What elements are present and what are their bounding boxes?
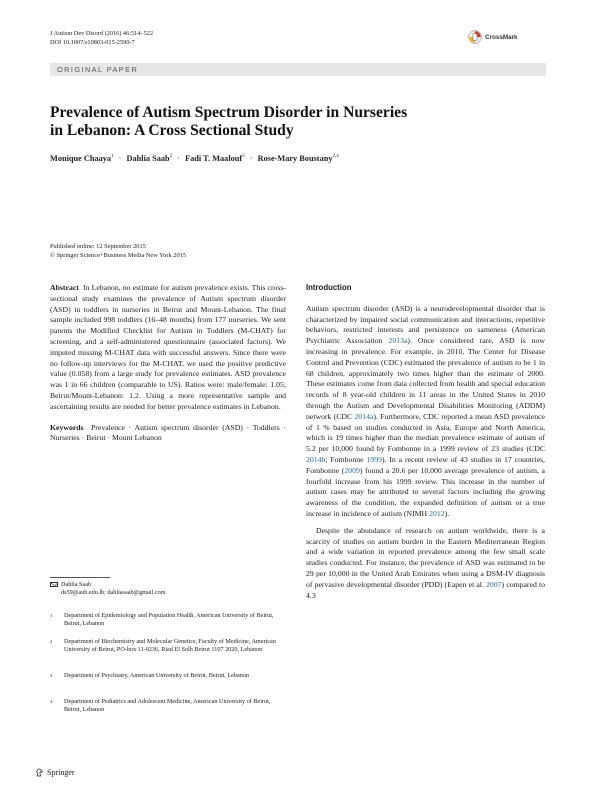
author-affil-ref: 3: [242, 154, 245, 160]
envelope-icon: [50, 582, 58, 588]
author-separator: ·: [249, 154, 253, 163]
article-type-band: [50, 63, 546, 76]
citation-link[interactable]: 2009: [344, 465, 360, 475]
crossmark-label: CrossMark: [485, 33, 518, 41]
left-column: [50, 283, 286, 444]
crossmark-badge[interactable]: [468, 28, 548, 46]
citation-link[interactable]: 2013a: [388, 336, 408, 346]
affiliation-2: [50, 638, 286, 654]
author-list: [50, 154, 550, 163]
author-affil-ref: 2: [169, 154, 173, 160]
affiliation-text: Department of Biochemistry and Molecular Genetics, Faculty of Medicine, American University of Beirut, PO-box 11-0236, Riad El Solh Beirut 1107 2020, Lebanon: [64, 638, 276, 654]
author-affil-ref: 2,4: [332, 154, 339, 160]
correspondent-name: Dahlia Saab: [61, 581, 92, 588]
copyright-line: © Springer Science+Business Media New York 2015: [50, 252, 187, 259]
publisher-footer: [35, 768, 75, 777]
affiliation-3: [50, 672, 286, 680]
abstract-label: Abstract: [50, 283, 79, 292]
abstract-text: In Lebanon, no estimate for autism prevalence exists. This cross-sectional study examines the prevalence of Autism spectrum disorder (ASD) in toddlers in nurseries in Beirut and Mount-Lebanon. The final sample included 998 toddlers (16–48 months) from 177 nurseries. We sent parents the Modified Checklist for Autism in Toddlers (M-CHAT) for screening, and a self-administered questionnaire (associated factors). We imputed missing M-CHAT data with successful answers. Since there were no follow-up interviews for the M-CHAT, we used the positive predictive value (0.058) from a large study for prevalence estimates. ASD prevalence was 1 in 66 children (comparable to US). Ratios were: male/female: 1.05; Beirut/Mount-Lebanon: 1.2. Using a more representative sample and ascertaining results are needed for better prevalence estimates in Lebanon.: [50, 283, 287, 411]
citation-link[interactable]: 2014a: [354, 411, 374, 421]
keywords-label: Keywords: [50, 422, 84, 432]
affiliation-number: 2: [50, 639, 53, 644]
affiliation-text: Department of Epidemiology and Population Health, American University of Beirut, Beirut, Lebanon: [64, 612, 274, 628]
citation-link[interactable]: 2014b: [306, 454, 326, 464]
publisher-name: Springer: [47, 768, 75, 777]
intro-text: ) found a 20.6 per 10,000 average prevalence of autism, a fourfold increase from his 1999 review. This increase in the number of autism cases may be attributed to several factors including the growing awareness of the condition, the expanded definition of autism or a true increase in incidence of autism (NIMH: [306, 465, 546, 518]
journal-header: [50, 30, 153, 47]
affiliation-text: Department of Pediatrics and Adolescent Medicine, American University of Beirut, Beirut, Lebanon: [64, 698, 271, 714]
springer-horse-icon: [35, 768, 44, 777]
author-separator: ·: [118, 154, 122, 163]
keywords: [50, 423, 286, 445]
author-name[interactable]: Monique Chaaya: [50, 154, 112, 163]
abstract: [50, 283, 286, 413]
article-title: [50, 104, 530, 140]
intro-text: ).: [444, 508, 450, 518]
published-date: Published online: 12 September 2015: [50, 243, 146, 250]
author-name[interactable]: Rose-Mary Boustany: [257, 154, 333, 163]
introduction-paragraph-1: [306, 304, 545, 520]
title-line-1: Prevalence of Autism Spectrum Disorder in Nurseries: [50, 104, 408, 121]
intro-text: ) compared to 4.3: [306, 579, 545, 600]
intro-text: ). Once considered rare, ASD is now increasing in prevalence. For example, in 2010, The Center for Disease Control and Prevention (CDC) estimated the prevalence of autism to be 1 in 68 children, approximately two times higher than the estimate of 2000. These estimates come from data collected from health and special education records of 8 year-old children in 11 areas in the United States in 2010 through the Autism and Developmental Disabilities Monitoring (ADDM) network (CDC: [306, 336, 545, 421]
intro-text: ; Fombonne: [325, 454, 367, 464]
affiliation-4: [50, 698, 286, 714]
article-type-label: ORIGINAL PAPER: [57, 65, 139, 74]
affiliation-number: 3: [50, 673, 53, 678]
crossmark-icon: [468, 30, 482, 44]
title-line-2: in Lebanon: A Cross Sectional Study: [50, 122, 294, 139]
author-affil-ref: 1: [111, 154, 114, 160]
author-separator: ·: [177, 154, 180, 163]
intro-text: Autism spectrum disorder (ASD) is a neurodevelopmental disorder that is characterized by impaired social communication and interactions, repetitive behaviors, restricted interests and persistence on sameness (American Psychiatric Association: [306, 303, 545, 346]
author-name[interactable]: Dahlia Saab: [126, 154, 170, 163]
intro-text: ). In a recent review of 43 studies in 17 countries, Fombonne (: [306, 454, 545, 475]
correspondent-email[interactable]: ds59@aub.edu.lb; dahliasaab@gmail.com: [61, 589, 166, 597]
affiliation-number: 1: [50, 613, 53, 618]
introduction-heading: Introduction: [306, 283, 352, 292]
affiliation-text: Department of Psychiatry, American University of Beirut, Beirut, Lebanon: [64, 672, 250, 679]
footnote-rule: [50, 577, 110, 578]
citation-link[interactable]: 1999: [366, 454, 382, 464]
doi-line: DOI 10.1007/s10803-015-2590-7: [50, 38, 135, 46]
citation-link[interactable]: 2007: [486, 579, 502, 589]
introduction-paragraph-2: [306, 526, 545, 602]
citation-link[interactable]: 2012: [429, 508, 445, 518]
author-name[interactable]: Fadi T. Maalouf: [185, 154, 243, 163]
journal-citation: J Autism Dev Disord (2016) 46:514–522: [50, 30, 154, 37]
right-column: [306, 283, 545, 601]
affiliation-number: 4: [50, 699, 53, 704]
correspondence: [50, 581, 286, 597]
intro-text: Despite the abundance of research on autism worldwide, there is a scarcity of studies on autism burden in the Eastern Mediterranean Region and a wide variation in reported prevalence among the few small scale studies conducted. For instance, the prevalence of ASD was estimated to be 29 per 10,000 in the United Arab Emirates when using a DSM-IV diagnosis of pervasive developmental disorder (PDD) (Eapen et al.: [306, 525, 545, 589]
intro-text: ). Furthermore, CDC reported a mean ASD prevalence of 1 % based on studies conducted in Asia, Europe and North America, which is 19 times higher than the median prevalence estimate of autism of 5.2 per 10,000 found by Fombonne in a 1999 review of 23 studies (CDC: [306, 411, 545, 454]
publication-info: [50, 242, 186, 260]
keywords-text: Prevalence · Autism spectrum disorder (ASD) · Toddlers · Nurseries · Beirut · Mount Lebanon: [50, 422, 287, 443]
affiliation-1: [50, 612, 286, 628]
